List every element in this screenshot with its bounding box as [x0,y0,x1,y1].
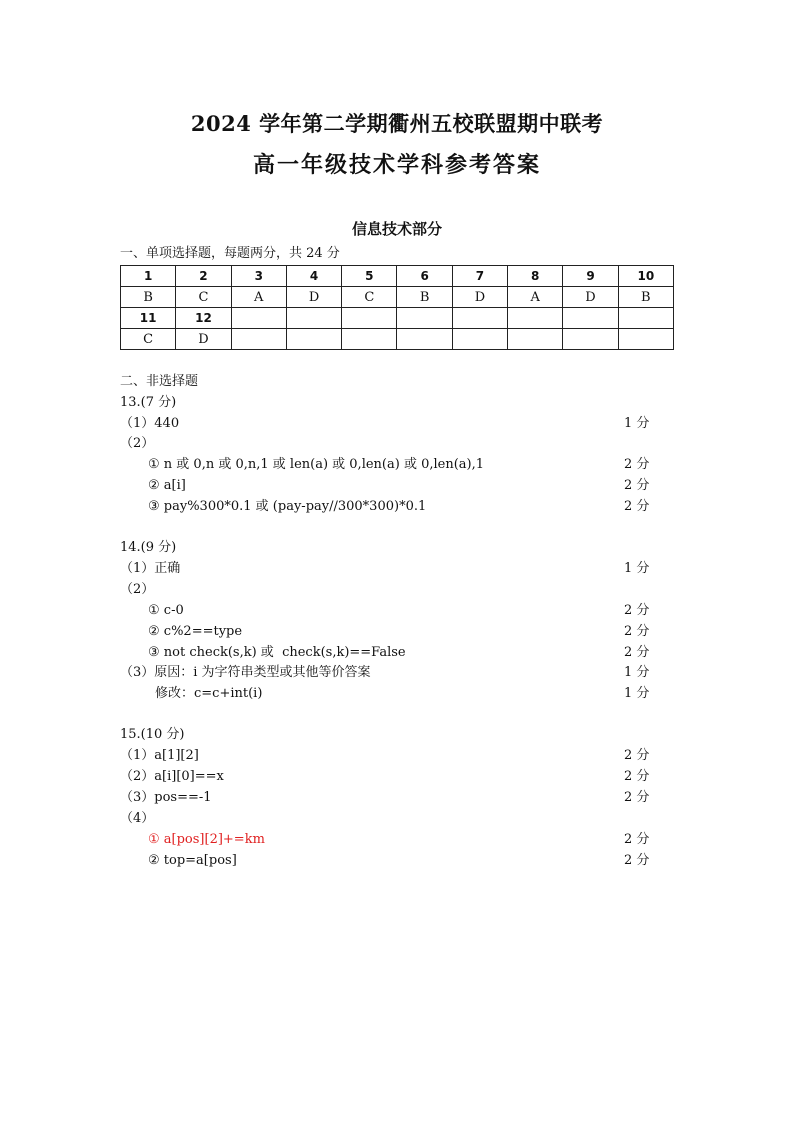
document-subtitle: 高一年级技术学科参考答案 [252,152,541,178]
table-cell [286,329,341,350]
q14-answer-3-fix: 修改：c=c+int(i) [155,686,263,701]
table-cell: 7 [452,266,507,287]
q14-answer-1: （1）正确 [120,561,181,576]
q13-answer-2-label: （2） [120,436,155,451]
section-title: 信息技术部分 [351,220,442,238]
table-cell [563,308,618,329]
table-cell: B [618,287,673,308]
part1-heading: 一、单项选择题，每题两分，共 24 分 [120,246,340,261]
table-cell [342,308,397,329]
table-cell: 6 [397,266,452,287]
table-cell: 5 [342,266,397,287]
table-cell: 8 [508,266,563,287]
table-cell: 1 [121,266,176,287]
q14-answer-3: （3）原因：i 为字符串类型或其他等价答案 [120,665,371,680]
table-cell: 12 [176,308,231,329]
table-cell: C [121,329,176,350]
q14-score-2-1: 2 分 [624,603,650,618]
table-cell: 11 [121,308,176,329]
table-cell [618,308,673,329]
q15-answer-1: （1）a[1][2] [120,748,199,763]
q14-answer-2-1: ① c-0 [148,603,184,618]
q14-score-1: 1 分 [624,561,650,576]
q15-score-3: 2 分 [624,790,650,805]
q13-score-2-2: 2 分 [624,478,650,493]
q13-score-2-1: 2 分 [624,457,650,472]
table-cell [231,308,286,329]
q15-score-2: 2 分 [624,769,650,784]
q13-answer-2-3: ③ pay%300*0.1 或 (pay-pay//300*300)*0.1 [148,499,427,514]
table-cell: A [231,287,286,308]
q14-score-3: 1 分 [624,665,650,680]
table-cell: B [397,287,452,308]
q14-answer-2-2: ② c%2==type [148,624,243,639]
table-row [121,266,674,287]
q15-score-1: 2 分 [624,748,650,763]
table-row [121,329,674,350]
q13-score-2-3: 2 分 [624,499,650,514]
table-cell [452,329,507,350]
table-cell [563,329,618,350]
q14-header: 14.(9 分) [120,540,177,555]
q15-answer-2: （2）a[i][0]==x [120,769,224,784]
q13-answer-2-2: ② a[i] [148,478,186,493]
q14-answer-2-3: ③ not check(s,k) 或 check(s,k)==False [148,645,406,660]
table-cell: C [176,287,231,308]
table-cell: 10 [618,266,673,287]
part2-heading: 二、非选择题 [120,374,199,389]
q15-score-4-1: 2 分 [624,832,650,847]
table-cell [452,308,507,329]
table-cell [397,329,452,350]
q15-answer-4-1: ① a[pos][2]+=km [148,832,265,847]
q15-answer-4-label: （4） [120,811,155,826]
q15-score-4-2: 2 分 [624,853,650,868]
table-cell: 4 [286,266,341,287]
table-cell: 3 [231,266,286,287]
table-cell [342,329,397,350]
document-title: 2024 学年第二学期衢州五校联盟期中联考 [190,111,604,136]
table-cell: D [452,287,507,308]
q13-header: 13.(7 分) [120,395,177,410]
q14-score-2-2: 2 分 [624,624,650,639]
table-row [121,308,674,329]
table-cell [286,308,341,329]
table-cell: D [176,329,231,350]
table-cell: 2 [176,266,231,287]
q13-answer-2-1: ① n 或 0,n 或 0,n,1 或 len(a) 或 0,len(a) 或 0,len(a),1 [148,457,485,472]
table-cell [231,329,286,350]
q14-answer-2-label: （2） [120,582,155,597]
table-cell: C [342,287,397,308]
table-cell: A [508,287,563,308]
table-cell [508,308,563,329]
q13-score-1: 1 分 [624,416,650,431]
choice-answer-table [120,265,674,350]
q15-header: 15.(10 分) [120,727,185,742]
table-row [121,287,674,308]
table-cell [397,308,452,329]
table-cell: D [286,287,341,308]
q15-answer-3: （3）pos==-1 [120,790,212,805]
table-cell [508,329,563,350]
table-cell: B [121,287,176,308]
q13-answer-1: （1）440 [120,416,180,431]
table-cell [618,329,673,350]
q14-score-3-fix: 1 分 [624,686,650,701]
table-cell: 9 [563,266,618,287]
q14-score-2-3: 2 分 [624,645,650,660]
table-cell: D [563,287,618,308]
q15-answer-4-2: ② top=a[pos] [148,853,237,868]
